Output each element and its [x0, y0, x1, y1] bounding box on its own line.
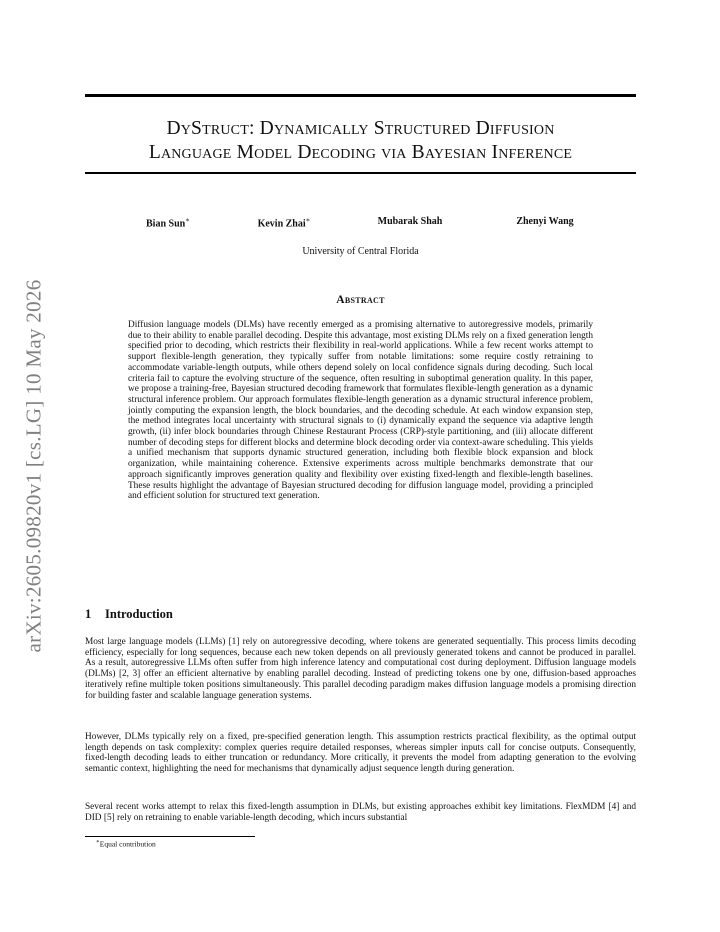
paper-title-line-2: Language Model Decoding via Bayesian Inference [148, 142, 573, 163]
author-2 [224, 216, 344, 229]
intro-paragraph-1: Most large language models (LLMs) [1] rely on autoregressive decoding, where tokens are generated sequentially. This process limits decoding efficiency, especially for long sequences, because each new token depends on all previously generated tokens and cannot be produced in parallel. As a result, autoregressive LLMs often suffer from high inference latency and computational cost during deployment. Diffusion language models (DLMs) [2, 3] offer an efficient alternative by enabling parallel decoding. Instead of predicting tokens one by one, diffusion-based approaches iteratively refine multiple token positions simultaneously. This parallel decoding paradigm makes diffusion language models a promising direction for building faster and scalable language generation systems. [85, 637, 636, 701]
title-rule-bottom [85, 172, 636, 174]
author-name: Bian Sun [146, 218, 186, 230]
footnote [96, 839, 156, 849]
author-name: Zhenyi Wang [516, 216, 574, 227]
footnote-mark: ∗ [96, 839, 100, 845]
section-heading [85, 607, 173, 622]
abstract-heading: Abstract [336, 294, 385, 306]
author-mark: ∗ [185, 216, 190, 224]
author-name: Mubarak Shah [377, 216, 443, 227]
author-name: Kevin Zhai [257, 218, 306, 230]
author-1 [108, 216, 228, 229]
author-3 [350, 216, 470, 227]
title-rule-top [85, 94, 636, 97]
footnote-rule [85, 836, 255, 837]
arxiv-stamp: arXiv:2605.09820v1 [cs.LG] 10 May 2026 [21, 279, 46, 653]
affiliation: University of Central Florida [302, 246, 419, 257]
paper-title-line-1: DyStruct: Dynamically Structured Diffusion [166, 118, 555, 139]
section-title: Introduction [105, 607, 173, 621]
abstract-body: Diffusion language models (DLMs) have recently emerged as a promising alternative to autoregressive models, primarily due to their ability to enable parallel decoding. Despite this advantage, most existing DLMs rely on a fixed generation length specified prior to decoding, which restricts their flexibility in real-world applications. While a few recent works attempt to support flexible-length generation, they typically suffer from notable limitations: some require costly retraining to accommodate variable-length outputs, while others depend solely on local confidence signals during decoding. Such local criteria fail to capture the evolving structure of the sequence, often resulting in suboptimal generation quality. In this paper, we propose a training-free, Bayesian structured decoding framework that formulates flexible-length generation as a dynamic structural inference problem. Our approach formulates flexible-length generation as a dynamic structural inference problem, jointly computing the expansion length, the block boundaries, and the decoding schedule. At each window expansion step, the method integrates local uncertainty with structural signals to (i) dynamically expand the sequence via adaptive length growth, (ii) infer block boundaries through Chinese Restaurant Process (CRP)-style partitioning, and (iii) allocate different number of decoding steps for different blocks and determine block decoding order via context-aware scheduling. This yields a unified mechanism that supports dynamic structured generation, including both flexible block expansion and block organization, while maintaining coherence. Extensive experiments across multiple benchmarks demonstrate that our approach significantly improves generation quality and flexibility over existing fixed-length and flexible-length baselines. These results highlight the advantage of Bayesian structured decoding for diffusion language model, providing a principled and efficient solution for structured text generation. [128, 320, 593, 502]
author-mark: ∗ [305, 216, 311, 224]
section-number: 1 [85, 607, 92, 621]
footnote-text: Equal contribution [99, 839, 156, 849]
intro-paragraph-3: Several recent works attempt to relax this fixed-length assumption in DLMs, but existing approaches exhibit key limitations. FlexMDM [4] and DID [5] rely on retraining to enable variable-length decoding, which incurs substantial [85, 802, 636, 823]
intro-paragraph-2: However, DLMs typically rely on a fixed, pre-specified generation length. This assumption restricts practical flexibility, as the optimal output length depends on task complexity: complex queries require detailed responses, whereas simpler inputs call for concise outputs. Consequently, fixed-length decoding leads to either truncation or redundancy. More critically, it prevents the model from adapting generation to the evolving semantic context, highlighting the need for mechanisms that dynamically adjust sequence length during generation. [85, 732, 636, 775]
author-4 [485, 216, 605, 227]
